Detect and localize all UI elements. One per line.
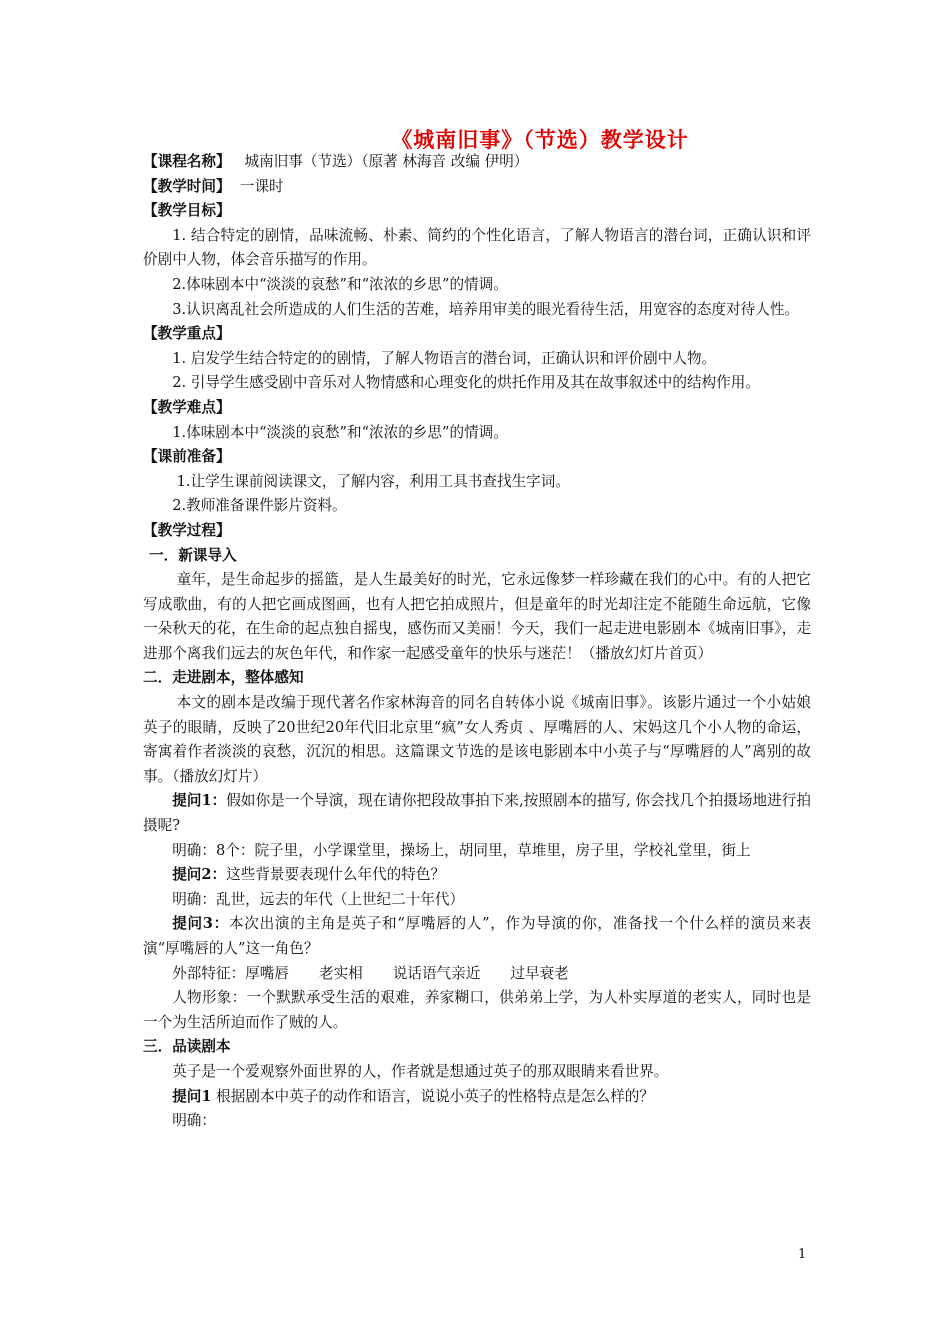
course-name-line [143, 150, 811, 175]
question-2-text: 这些背景要表现什么年代的特色？ [226, 866, 446, 884]
prep-item: 1.让学生课前阅读课文，了解内容，利用工具书查找生字词。 [176, 472, 570, 490]
external-features [143, 962, 811, 987]
process-heading: 【教学过程】 [143, 521, 231, 539]
feature-item: 过早衰老 [510, 964, 569, 982]
character-image: 人物形象：一个默默承受生活的艰难，养家糊口，供弟弟上学，为人朴实厚道的老实人，同时也是一个为生活所迫而作了贼的人。 [143, 989, 811, 1031]
prep-heading: 【课前准备】 [143, 448, 231, 466]
section-2-heading: 二．走进剧本，整体感知 [143, 669, 304, 687]
section-3-question-1 [143, 1085, 811, 1110]
section-3-question-1-label: 提问1 [172, 1087, 212, 1105]
teaching-time-label: 【教学时间】 [143, 177, 231, 195]
answer-2: 明确：乱世，远去的年代（上世纪二十年代） [172, 890, 465, 908]
difficulty-heading: 【教学难点】 [143, 398, 231, 416]
section-3-text: 英子是一个爱观察外面世界的人，作者就是想通过英子的那双眼睛来看世界。 [172, 1062, 669, 1080]
document-title: 《城南旧事》（节选）教学设计 [391, 127, 689, 152]
question-1-text: 假如你是一个导演，现在请你把段故事拍下来,按照剧本的描写, 你会找几个拍摄场地进行拍摄呢? [143, 792, 812, 835]
goal-item: 3.认识离乱社会所造成的人们生活的苦难，培养用审美的眼光看待生活，用宽容的态度对待人性。 [172, 300, 800, 318]
goal-item: 1. 结合特定的剧情，品味流畅、朴素、简约的个性化语言，了解人物语言的潜台词，正确认识和评价剧中人物，体会音乐描写的作用。 [143, 226, 811, 269]
prep-item: 2.教师准备课件影片资料。 [172, 497, 347, 515]
teaching-time-value: 一课时 [239, 177, 284, 195]
section-3-answer-1: 明确： [172, 1112, 216, 1130]
question-3 [143, 912, 811, 961]
feature-item: 厚嘴唇 [245, 964, 289, 982]
question-1 [143, 789, 811, 838]
keypoint-item: 2. 引导学生感受剧中音乐对人物情感和心理变化的烘托作用及其在故事叙述中的结构作用。 [172, 374, 760, 392]
question-2 [143, 863, 811, 888]
feature-item: 老实相 [318, 964, 363, 982]
course-name-value: 城南旧事（节选）（原著 林海音 改编 伊明） [244, 153, 529, 170]
section-3-heading: 三．品读剧本 [143, 1038, 231, 1056]
question-1-label: 提问1： [172, 792, 227, 810]
goals-heading: 【教学目标】 [143, 202, 231, 220]
keypoint-item: 1. 启发学生结合特定的的剧情，了解人物语言的潜台词，正确认识和评价剧中人物。 [172, 349, 717, 367]
goal-item: 2.体味剧本中“淡淡的哀愁”和“浓浓的乡思”的情调。 [172, 275, 508, 293]
section-2-text: 本文的剧本是改编于现代著名作家林海音的同名自转体小说《城南旧事》。该影片通过一个小姑娘英子的眼睛，反映了20世纪20年代旧北京里“疯”女人秀贞 、厚嘴唇的人、宋妈这几个小人物的命运，寄寓着作者淡淡的哀愁，沉沉的相思。这篇课文节选的是该电影剧本中小英子与“厚嘴唇的人”离别的故事。（播放幻灯片） [143, 694, 811, 785]
document-body [143, 150, 811, 1134]
section-1-heading: 一．新课导入 [149, 546, 237, 564]
question-2-label: 提问2： [172, 866, 227, 884]
feature-item: 说话语气亲近 [392, 964, 481, 982]
teaching-time-line [143, 175, 811, 200]
course-name-label: 【课程名称】 [143, 153, 231, 170]
features-label: 外部特征： [172, 964, 246, 982]
question-3-text: 本次出演的主角是英子和“厚嘴唇的人”，作为导演的你，准备找一个什么样的演员来表演“厚嘴唇的人”这一角色？ [143, 915, 811, 957]
answer-1: 明确：8个：院子里，小学课堂里，操场上，胡同里，草堆里，房子里，学校礼堂里，街上 [172, 841, 751, 859]
keypoints-heading: 【教学重点】 [143, 325, 231, 343]
page-number: 1 [798, 1247, 807, 1262]
question-3-label: 提问3： [172, 915, 229, 933]
difficulty-item: 1.体味剧本中“淡淡的哀愁”和“浓浓的乡思”的情调。 [172, 423, 508, 441]
section-3-question-1-text: 根据剧本中英子的动作和语言，说说小英子的性格特点是怎么样的？ [216, 1087, 654, 1105]
section-1-text: 童年，是生命起步的摇篮，是人生最美好的时光，它永远像梦一样珍藏在我们的心中。有的人把它写成歌曲，有的人把它画成图画，也有人把它拍成照片，但是童年的时光却注定不能随生命远航，它像一朵秋天的花，在生命的起点独自摇曳，感伤而又美丽！今天，我们一起走进电影剧本《城南旧事》，走进那个离我们远去的灰色年代，和作家一起感受童年的快乐与迷茫！（播放幻灯片首页） [143, 571, 811, 662]
